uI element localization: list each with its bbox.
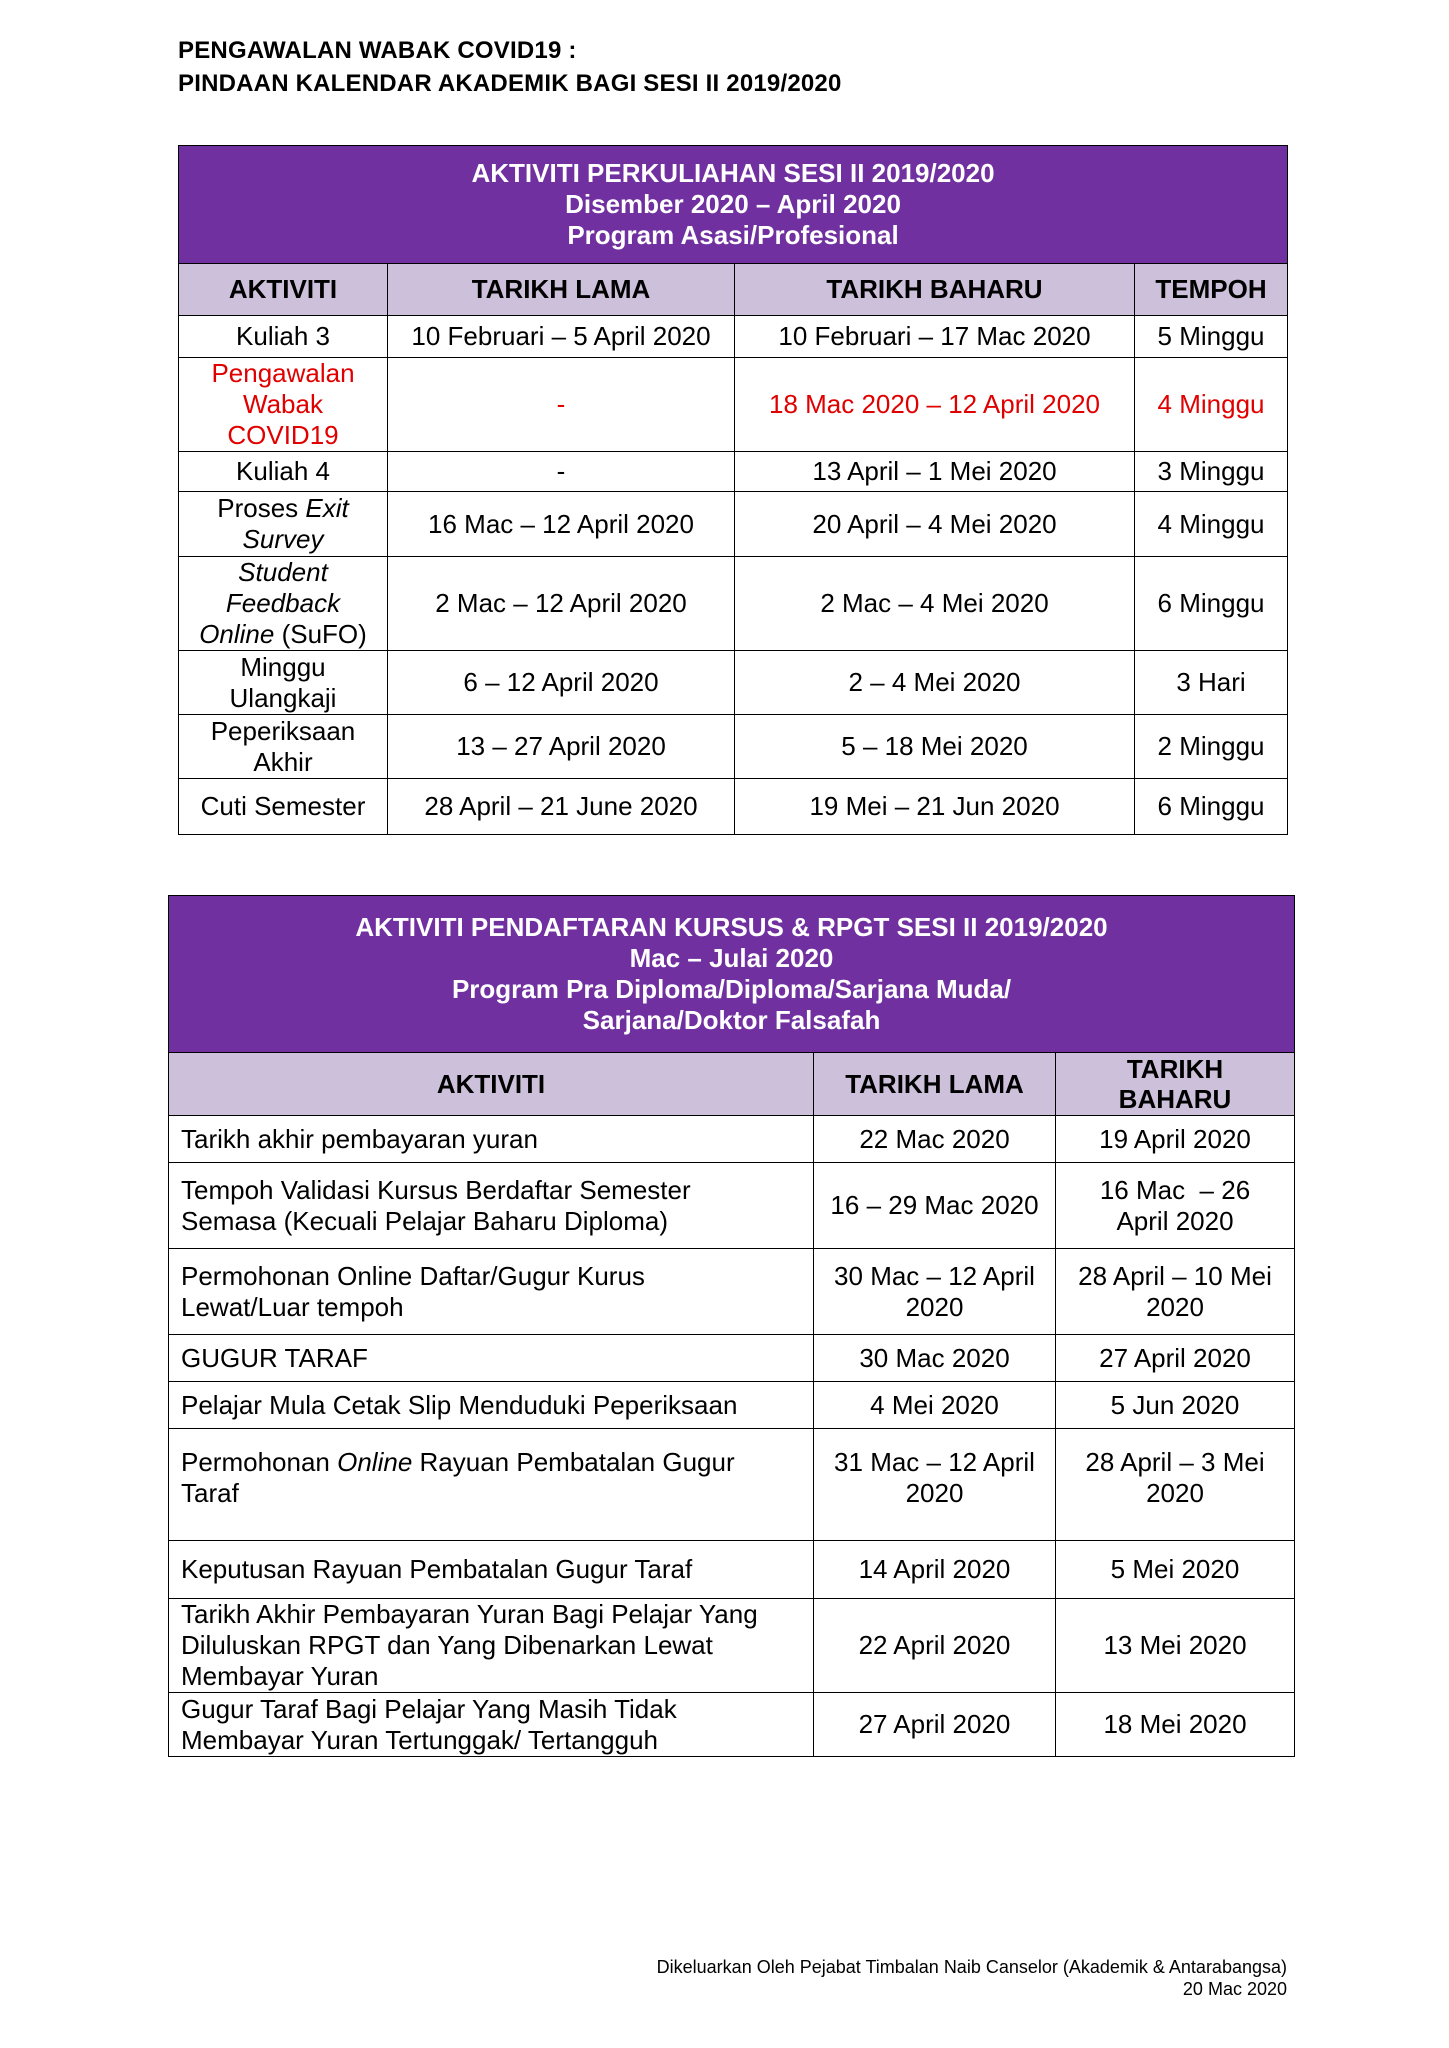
activity-line: Pengawalan	[211, 358, 355, 388]
old-date-cell: 16 Mac – 12 April 2020	[388, 492, 735, 557]
column-header-activity: AKTIVITI	[179, 264, 388, 316]
column-header-new-date	[1056, 1053, 1295, 1116]
column-header-old-date: TARIKH LAMA	[388, 264, 735, 316]
header-line-1: PENGAWALAN WABAK COVID19 :	[178, 37, 577, 64]
activity-line: Membayar Yuran Tertunggak/ Tertangguh	[181, 1724, 658, 1755]
activity-cell	[179, 492, 388, 557]
activity-text: Rayuan Pembatalan Gugur	[419, 1447, 735, 1477]
date-line: 2020	[905, 1291, 964, 1322]
new-date-cell: 13 April – 1 Mei 2020	[735, 452, 1135, 492]
old-date-cell: 10 Februari – 5 April 2020	[388, 316, 735, 358]
old-date-cell	[814, 1429, 1056, 1541]
lecture-activity-table	[178, 145, 1288, 835]
old-date-cell: 14 April 2020	[814, 1541, 1056, 1599]
old-date-cell: 16 – 29 Mac 2020	[814, 1163, 1056, 1249]
new-date-cell	[1056, 1429, 1295, 1541]
table-row	[169, 1429, 1295, 1541]
new-date-cell: 10 Februari – 17 Mac 2020	[735, 316, 1135, 358]
table2-title	[169, 896, 1295, 1053]
date-line: 31 Mac – 12 April	[834, 1447, 1035, 1477]
duration-cell: 6 Minggu	[1135, 779, 1288, 835]
header-line: BAHARU	[1118, 1084, 1232, 1114]
activity-cell: Keputusan Rayuan Pembatalan Gugur Taraf	[169, 1541, 814, 1599]
old-date-cell: 13 – 27 April 2020	[388, 715, 735, 779]
new-date-cell: 2 – 4 Mei 2020	[735, 651, 1135, 715]
table-row	[169, 1335, 1295, 1382]
table1-header-row	[179, 264, 1288, 316]
new-date-cell: 5 Jun 2020	[1056, 1382, 1295, 1429]
activity-line: Wabak	[243, 389, 323, 419]
footer-date: 20 Mac 2020	[1182, 1979, 1287, 1999]
old-date-cell: 22 April 2020	[814, 1599, 1056, 1693]
new-date-cell: 18 Mei 2020	[1056, 1693, 1295, 1757]
old-date-cell: 30 Mac 2020	[814, 1335, 1056, 1382]
date-line: 2020	[905, 1478, 964, 1508]
activity-cell: Cuti Semester	[179, 779, 388, 835]
table1-title-line-2: Disember 2020 – April 2020	[565, 189, 901, 219]
activity-text-italic: Survey	[242, 524, 324, 554]
activity-line: Membayar Yuran	[181, 1661, 379, 1691]
activity-cell	[169, 1249, 814, 1335]
old-date-cell: 2 Mac – 12 April 2020	[388, 557, 735, 651]
old-date-cell: -	[388, 358, 735, 452]
table2-header-row	[169, 1053, 1295, 1116]
document-footer	[657, 1956, 1287, 2000]
duration-cell: 4 Minggu	[1135, 358, 1288, 452]
date-line: 28 April – 10 Mei	[1078, 1260, 1272, 1291]
new-date-cell	[1056, 1249, 1295, 1335]
table-row	[179, 651, 1288, 715]
document-header	[178, 34, 842, 100]
activity-text-italic: Exit	[305, 493, 349, 523]
activity-line: Tarikh Akhir Pembayaran Yuran Bagi Pelajar Yang	[181, 1599, 758, 1629]
old-date-cell	[814, 1249, 1056, 1335]
old-date-cell: 22 Mac 2020	[814, 1116, 1056, 1163]
table1-title	[179, 146, 1288, 264]
new-date-cell: 13 Mei 2020	[1056, 1599, 1295, 1693]
old-date-cell: 6 – 12 April 2020	[388, 651, 735, 715]
column-header-activity: AKTIVITI	[169, 1053, 814, 1116]
new-date-cell	[1056, 1163, 1295, 1249]
activity-cell: Pelajar Mula Cetak Slip Menduduki Peperiksaan	[169, 1382, 814, 1429]
activity-text: Permohonan	[181, 1447, 330, 1477]
activity-cell	[179, 715, 388, 779]
table2-title-line-4: Sarjana/Doktor Falsafah	[582, 1005, 881, 1035]
duration-cell: 4 Minggu	[1135, 492, 1288, 557]
table-row	[169, 1693, 1295, 1757]
old-date-cell: 28 April – 21 June 2020	[388, 779, 735, 835]
table-row	[169, 1163, 1295, 1249]
date-line: 2020	[1146, 1291, 1204, 1322]
table-row	[179, 779, 1288, 835]
old-date-cell: -	[388, 452, 735, 492]
table-row	[179, 715, 1288, 779]
activity-text-italic: Online	[199, 619, 275, 649]
date-line: 16 Mac – 26	[1099, 1174, 1251, 1205]
table-row	[169, 1541, 1295, 1599]
table2-title-line-2: Mac – Julai 2020	[629, 943, 834, 973]
activity-line: Minggu	[240, 651, 326, 682]
activity-line: Semasa (Kecuali Pelajar Baharu Diploma)	[181, 1205, 669, 1236]
date-line: 2020	[1146, 1478, 1204, 1508]
duration-cell: 5 Minggu	[1135, 316, 1288, 358]
activity-cell	[179, 557, 388, 651]
activity-cell	[169, 1693, 814, 1757]
new-date-cell: 2 Mac – 4 Mei 2020	[735, 557, 1135, 651]
table-row	[179, 452, 1288, 492]
new-date-cell: 20 April – 4 Mei 2020	[735, 492, 1135, 557]
activity-text-italic: Feedback	[225, 588, 341, 618]
activity-line: Akhir	[253, 746, 313, 777]
duration-cell: 6 Minggu	[1135, 557, 1288, 651]
activity-cell	[169, 1429, 814, 1541]
activity-line: Diluluskan RPGT dan Yang Dibenarkan Lewat	[181, 1630, 713, 1660]
table-row	[169, 1382, 1295, 1429]
column-header-duration: TEMPOH	[1135, 264, 1288, 316]
activity-line: Permohonan Online Daftar/Gugur Kurus	[181, 1260, 645, 1291]
activity-cell	[179, 358, 388, 452]
activity-line: Tempoh Validasi Kursus Berdaftar Semester	[181, 1174, 691, 1205]
activity-line: Lewat/Luar tempoh	[181, 1291, 404, 1322]
activity-text: Proses	[217, 493, 299, 523]
activity-cell: Kuliah 3	[179, 316, 388, 358]
new-date-cell: 27 April 2020	[1056, 1335, 1295, 1382]
registration-activity-table	[168, 895, 1295, 1757]
table-row	[169, 1116, 1295, 1163]
table1-title-line-1: AKTIVITI PERKULIAHAN SESI II 2019/2020	[471, 158, 995, 188]
date-line: 28 April – 3 Mei	[1085, 1447, 1265, 1477]
duration-cell: 2 Minggu	[1135, 715, 1288, 779]
activity-cell	[179, 651, 388, 715]
date-line: 30 Mac – 12 April	[834, 1260, 1035, 1291]
column-header-new-date: TARIKH BAHARU	[735, 264, 1135, 316]
activity-line: Ulangkaji	[229, 682, 337, 713]
new-date-cell: 5 Mei 2020	[1056, 1541, 1295, 1599]
table-row	[179, 557, 1288, 651]
table-row	[179, 358, 1288, 452]
table2-title-line-3: Program Pra Diploma/Diploma/Sarjana Muda/	[451, 974, 1012, 1004]
activity-cell	[169, 1599, 814, 1693]
new-date-cell: 19 April 2020	[1056, 1116, 1295, 1163]
activity-cell: Kuliah 4	[179, 452, 388, 492]
date-line: April 2020	[1116, 1205, 1234, 1236]
activity-line: COVID19	[227, 420, 339, 450]
table1-title-line-3: Program Asasi/Profesional	[567, 220, 899, 250]
activity-text-italic: Student	[238, 557, 328, 587]
activity-cell: Tarikh akhir pembayaran yuran	[169, 1116, 814, 1163]
activity-text: (SuFO)	[281, 619, 367, 649]
table-row	[169, 1599, 1295, 1693]
activity-line: Taraf	[181, 1478, 239, 1508]
activity-line: Gugur Taraf Bagi Pelajar Yang Masih Tidak	[181, 1693, 677, 1724]
activity-text-italic: Online	[337, 1447, 413, 1477]
table-row	[179, 316, 1288, 358]
table-row	[179, 492, 1288, 557]
header-line-2: PINDAAN KALENDAR AKADEMIK BAGI SESI II 2019/2020	[178, 70, 842, 97]
column-header-old-date: TARIKH LAMA	[814, 1053, 1056, 1116]
header-line: TARIKH	[1126, 1054, 1224, 1084]
old-date-cell: 4 Mei 2020	[814, 1382, 1056, 1429]
footer-issuer: Dikeluarkan Oleh Pejabat Timbalan Naib Canselor (Akademik & Antarabangsa)	[656, 1957, 1287, 1977]
new-date-cell: 18 Mac 2020 – 12 April 2020	[735, 358, 1135, 452]
activity-cell	[169, 1163, 814, 1249]
new-date-cell: 5 – 18 Mei 2020	[735, 715, 1135, 779]
new-date-cell: 19 Mei – 21 Jun 2020	[735, 779, 1135, 835]
duration-cell: 3 Hari	[1135, 651, 1288, 715]
table2-title-line-1: AKTIVITI PENDAFTARAN KURSUS & RPGT SESI II 2019/2020	[355, 912, 1108, 942]
activity-line: Peperiksaan	[210, 715, 356, 746]
old-date-cell: 27 April 2020	[814, 1693, 1056, 1757]
duration-cell: 3 Minggu	[1135, 452, 1288, 492]
table-row	[169, 1249, 1295, 1335]
activity-cell: GUGUR TARAF	[169, 1335, 814, 1382]
